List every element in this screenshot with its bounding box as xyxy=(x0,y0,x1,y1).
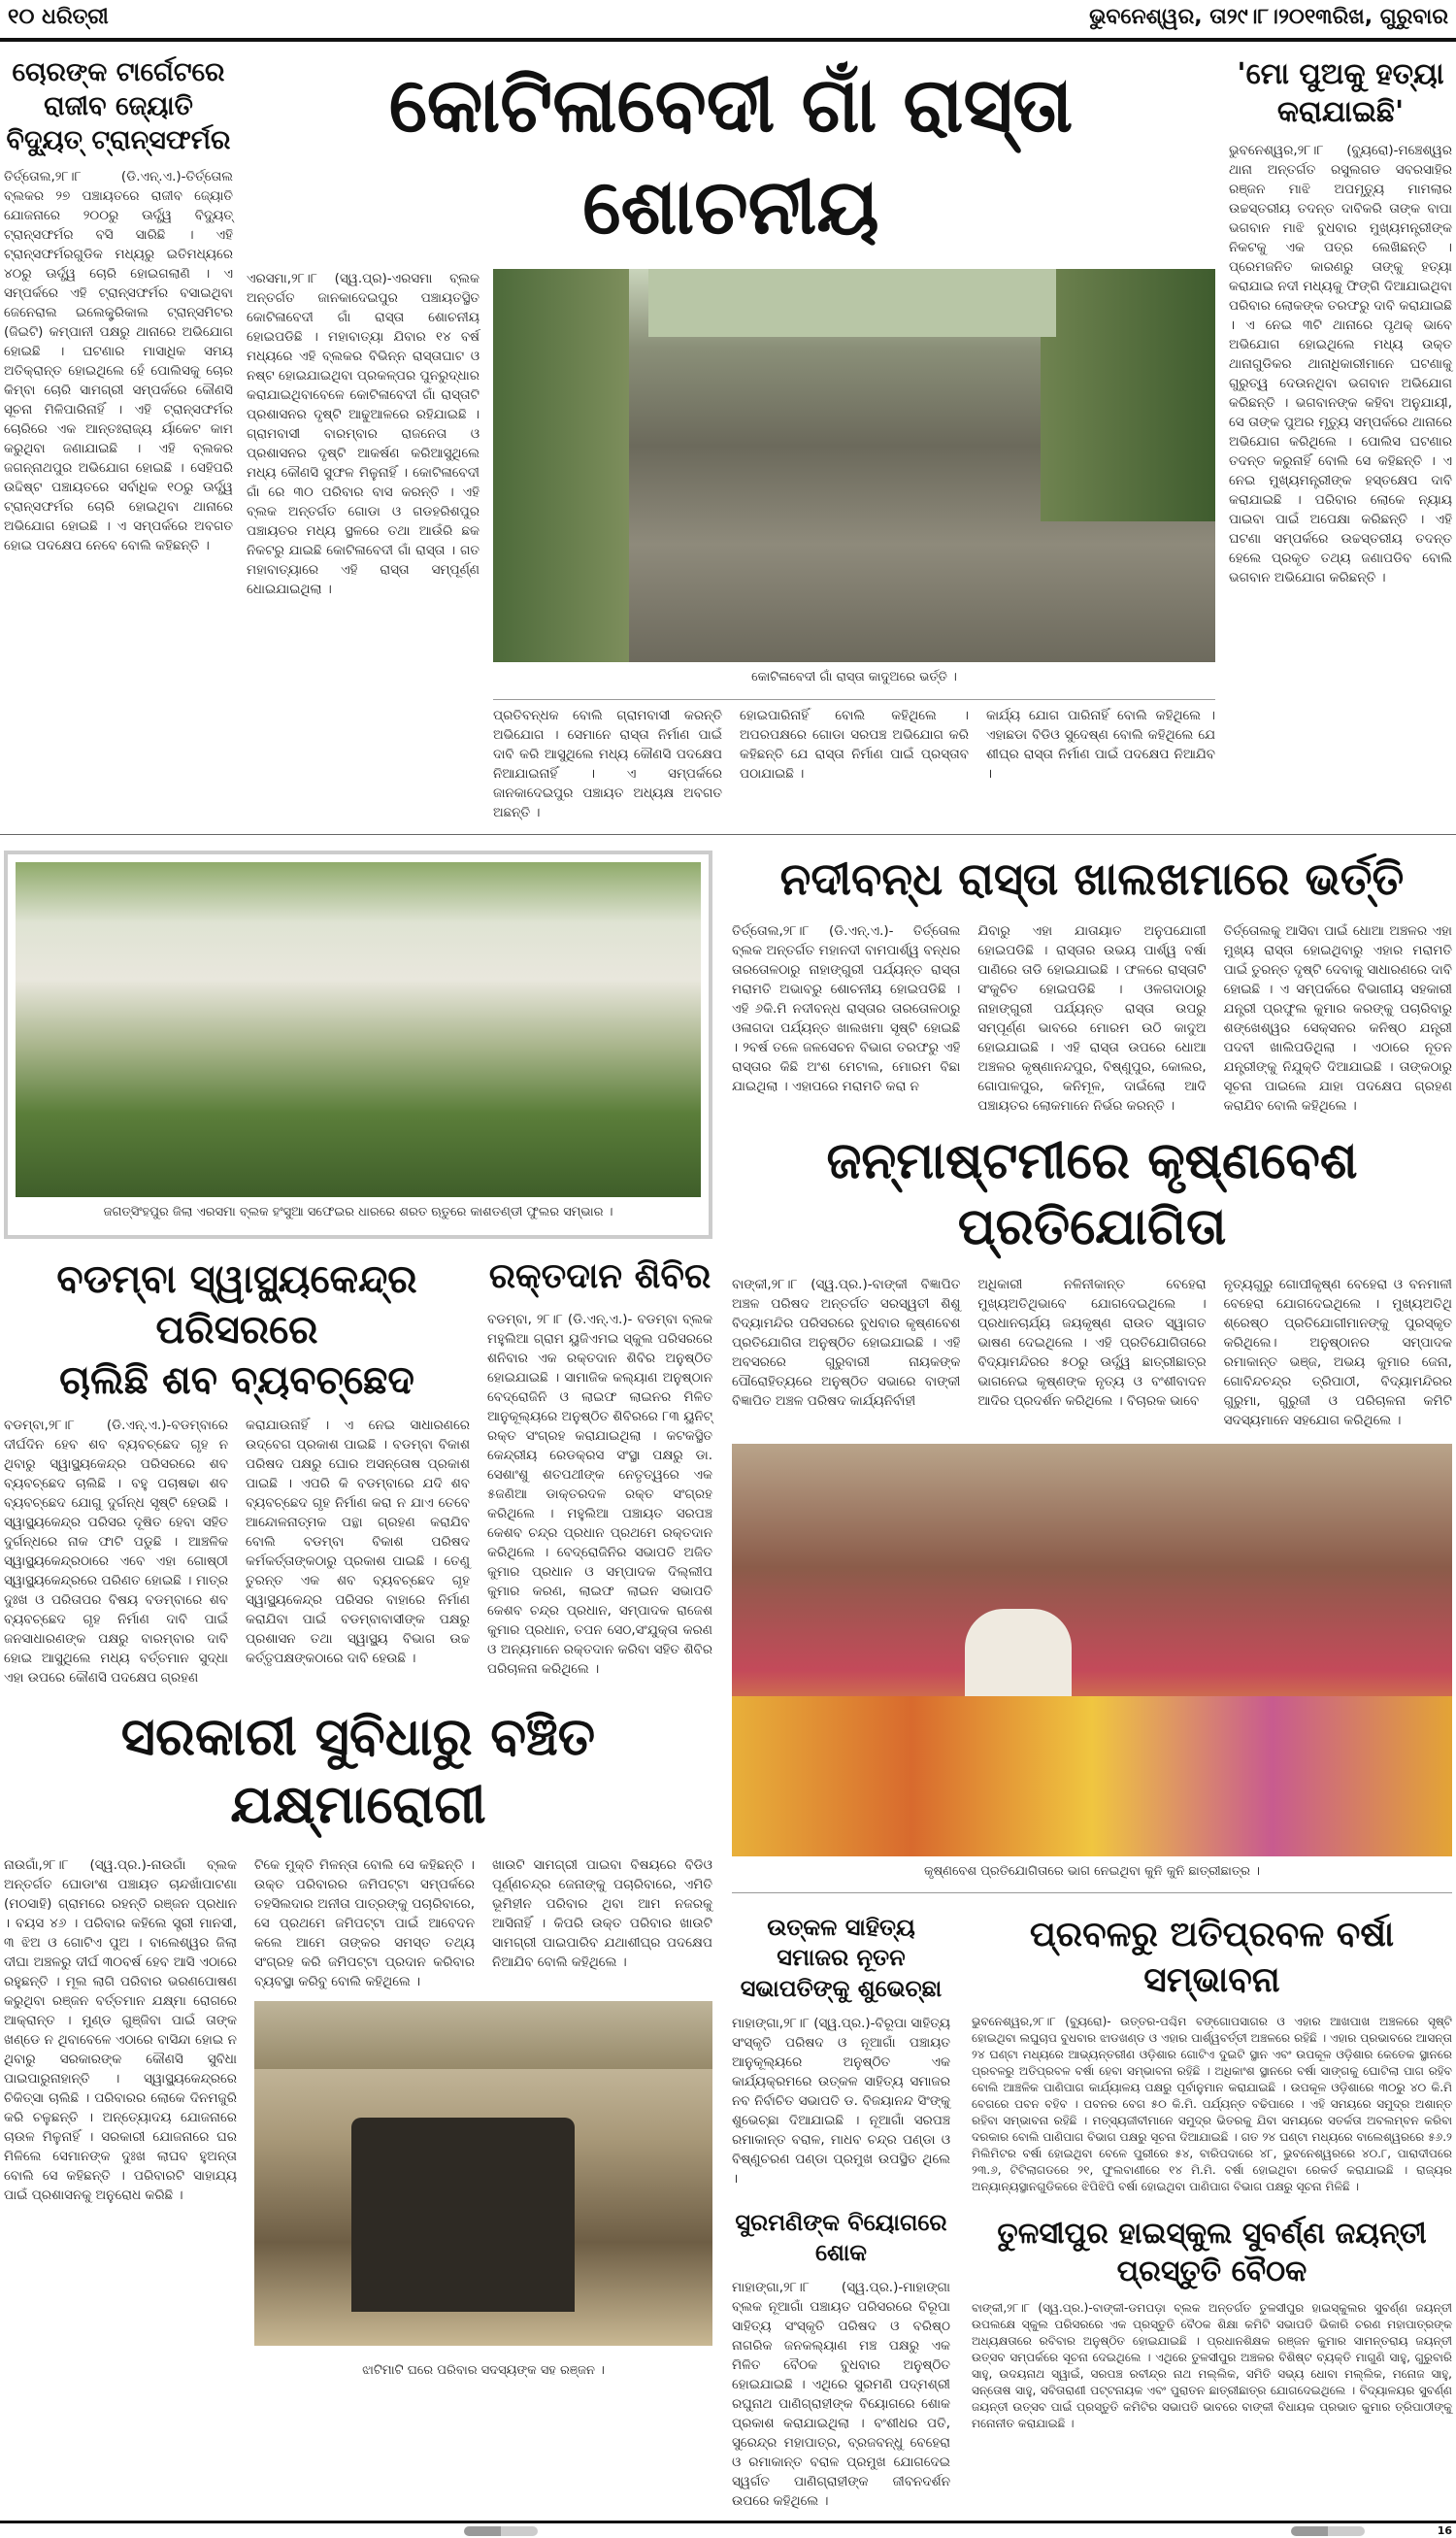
headline-suramani: ସୁରମଣିଙ୍କ ବିୟୋଗରେ ଶୋକ xyxy=(735,2208,947,2266)
column: ବଡମ୍ବା,୨୮।୮ (ଡି.ଏନ୍.ଏ.)-ବଡମ୍ବାରେ ଦୀର୍ଘଦିନ ହେବ ଶବ ବ୍ୟବଚ୍ଛେଦ ଗୃହ ନ ଥିବାରୁ ସ୍ୱାସ୍ଥ୍ୟକେନ୍ଦ୍ର ପରିସରରେ ଶବ ବ୍ୟବଚ୍ଛେଦ ଚାଲିଛି । ବହୁ ପଚାଷଢା ଶବ ବ୍ୟବଚ୍ଛେଦ ଯୋଗୁ ଦୁର୍ଗନ୍ଧ ସୃଷ୍ଟି ହେଉଛି । ସ୍ୱାସ୍ଥ୍ୟକେନ୍ଦ୍ର ପରିସର ଦୂଷିତ ହେବା ସହିତ ଦୁର୍ଗନ୍ଧରେ ନାକ ଫାଟି ପଡୁଛି । ଆଞ୍ଚଳିକ ସ୍ୱାସ୍ଥ୍ୟକେନ୍ଦ୍ରଠାରେ ଏବେ ଏହା ଗୋଷ୍ଠୀ ସ୍ୱାସ୍ଥ୍ୟକେନ୍ଦ୍ରରେ ପରିଣତ ହୋଇଛି । ମାତ୍ର ଦୁଃଖ ଓ ପରିତାପର ବିଷୟ ବଡମ୍ବାରେ ଶବ ବ୍ୟବଚ୍ଛେଦ ଗୃହ ନିର୍ମାଣ ଦାବି ପାଇଁ ଜନସାଧାରଣଙ୍କ ପକ୍ଷରୁ ବାରମ୍ବାର ଦାବି ହୋଇ ଆସୁଥିଲେ ମଧ୍ୟ ବର୍ତ୍ତମାନ ସୁଦ୍ଧା ଏହା ଉପରେ କୌଣସି ପଦକ୍ଷେପ ଗ୍ରହଣ xyxy=(4,1418,228,1686)
article-utkal: ମାହାଙ୍ଗା,୨୮।୮ (ସ୍ୱ.ପ୍ର.)-ବିରୂପା ସାହିତ୍ୟ ସଂସ୍କୃତି ପରିଷଦ ଓ ନୂଆଗାଁ ପଞ୍ଚାୟତ ଆନୁକୂଲ୍ୟରେ ଅନୁଷ୍ଠିତ ଏକ କାର୍ଯ୍ୟକ୍ରମରେ ଉତ୍କଳ ସାହିତ୍ୟ ସମାଜର ନବ ନିର୍ବାଚିତ ସଭାପତି ଡ. ବିଜୟାନନ୍ଦ ସିଂଙ୍କୁ ଶୁଭେଚ୍ଛା ଦିଆଯାଇଛି । ନୂଆଗାଁ ସରପଞ୍ଚ ରମାକାନ୍ତ ବରାଳ, ମାଧବ ଚନ୍ଦ୍ର ପଣ୍ଡା ଓ ବିଷ୍ଣୁଚରଣ ପଣ୍ଡା ପ୍ରମୁଖ ଉପସ୍ଥିତ ଥିଲେ । xyxy=(732,2015,950,2187)
article-suramani: ମାହାଙ୍ଗା,୨୮।୮ (ସ୍ୱ.ପ୍ର.)-ମାହାଙ୍ଗା ବ୍ଲକ ନୂଆଗାଁ ପଞ୍ଚାୟତ ପରିସରରେ ବିରୂପା ସାହିତ୍ୟ ସଂସ୍କୃତି ପରିଷଦ ଓ ବରିଷ୍ଠ ନାଗରିକ ଜନକଲ୍ୟାଣ ମଞ୍ଚ ପକ୍ଷରୁ ଏକ ମିଳିତ ବୈଠକ ବୁଧବାର ଅନୁଷ୍ଠିତ ହୋଇଯାଇଛି । ଏଥିରେ ସୁରମଣି ପଦ୍ମଶ୍ରୀ ରଘୁନାଥ ପାଣିଗ୍ରାହୀଙ୍କ ବିୟୋଗରେ ଶୋକ ପ୍ରକାଶ କରାଯାଇଥିଲା । ବଂଶୀଧର ପତି, ସୁରେନ୍ଦ୍ର ମହାପାତ୍ର, ବ୍ରଜବନ୍ଧୁ ବେହେରା ଓ ରମାକାନ୍ତ ବରାଳ ପ୍ରମୁଖ ଯୋଗଦେଇ ସ୍ୱର୍ଗତ ପାଣିଗ୍ରାହୀଙ୍କ ଜୀବନଦର୍ଶନ ଉପରେ କହିଥିଲେ । xyxy=(732,2280,950,2510)
column: ନୃତ୍ୟଗୁରୁ ଗୋପୀକୃଷ୍ଣ ବେହେରା ଓ ବନମାଳୀ ବେହେରା ଯୋଗଦେଇଥିଲେ । ମୁଖ୍ୟଅତିଥି ଶ୍ରେଷ୍ଠ ପ୍ରତିଯୋଗୀମାନଙ୍କୁ ପୁରସ୍କୃତ କରିଥିଲେ। ଅନୁଷ୍ଠାନର ସମ୍ପାଦକ ରମାକାନ୍ତ ଭଞ୍ଜ, ଅଭୟ କୁମାର ଜେନା, ଗୋବିନ୍ଦଚନ୍ଦ୍ର ତ୍ରିପାଠୀ, ବିଦ୍ୟାମନ୍ଦିରର ଗୁରୁମା, ଗୁରୁଜୀ ଓ ପରିଚାଳନା କମିଟି ସଦସ୍ୟମାନେ ସହଯୋଗ କରିଥିଲେ । xyxy=(1223,1276,1452,1428)
headline-tb-patient: ସରକାରୀ ସୁବିଧାରୁ ବଞ୍ଚିତ ଯକ୍ଷ୍ମାରୋଗୀ xyxy=(120,1706,596,1836)
article-tulasipur: ବାଙ୍କୀ,୨୮।୮ (ସ୍ୱ.ପ୍ର.)-ବାଙ୍କୀ-ଡମପଡ଼ା ବ୍ଲକ ଅନ୍ତର୍ଗତ ତୁଳସୀପୁର ହାଇସ୍କୁଲର ସୁବର୍ଣ୍ଣ ଜୟନ୍ତୀ ଉପଲକ୍ଷେ ସ୍କୁଲ ପରିସରରେ ଏକ ପ୍ରସ୍ତୁତି ବୈଠକ ଶିକ୍ଷା କମିଟି ସଭାପତି ଭିକାରି ଚରଣ ମହାପାତ୍ରଙ୍କ ଅଧ୍ୟକ୍ଷତାରେ ରବିବାର ଅନୁଷ୍ଠିତ ହୋଇଯାଇଛି । ପ୍ରଧାନଶିକ୍ଷକ ରଞ୍ଜନ କୁମାର ସାମନ୍ତରାୟ ଜୟନ୍ତୀ ଉତ୍ସବ ସମ୍ପର୍କରେ ସୂଚନା ଦେଇଥିଲେ । ଏଥିରେ ତୁଳସୀପୁର ଅଞ୍ଚଳର ବିଶିଷ୍ଟ ବ୍ୟକ୍ତି ମାଗୁଣି ସାହୁ, ଗୁରୁବାରି ସାହୁ, ଉଦୟନାଥ ସ୍ୱାଇଁ, ସରପଞ୍ଚ ରବୀନ୍ଦ୍ର ନାଥ ମଲ୍ଲିକ, ସମିତି ସଭ୍ୟ ଧୋବା ମଲ୍ଲିକ, ମନୋଜ ସାହୁ, ସନ୍ତୋଷ ସାହୁ, ସବିତାରାଣୀ ପଟ୍ଟନାୟକ ଏବଂ ପୁରାତନ ଛାତ୍ରୀଛାତ୍ର ଯୋଗଦେଇଥିଲେ । ବିଦ୍ୟାଳୟର ସୁବର୍ଣ୍ଣ ଜୟନ୍ତୀ ଉତ୍ସବ ପାଇଁ ପ୍ରସ୍ତୁତି କମିଟିର ସଭାପତି ଭାବରେ ବାଙ୍କୀ ବିଧାୟକ ପ୍ରଭାତ କୁମାର ତ୍ରିପାଠୀଙ୍କୁ ମନୋନୀତ କରାଯାଇଛି । xyxy=(972,2300,1452,2430)
muddy-road-photo xyxy=(493,269,1215,662)
column: ପ୍ରତିବନ୍ଧକ ବୋଲି ଗ୍ରାମବାସୀ କରନ୍ତି ଅଭିଯୋଗ । ସେମାନେ ରାସ୍ତା ନିର୍ମାଣ ପାଇଁ ଦାବି କରି ଆସୁଥିଲେ ମଧ୍ୟ କୌଣସି ପଦକ୍ଷେପ ନିଆଯାଇନାହିଁ । ଏ ସମ୍ପର୍କରେ ଜାନକାଦେଇପୁର ପଞ୍ଚାୟତ ଅଧ୍ୟକ୍ଷ ଅବଗତ ଅଛନ୍ତି । xyxy=(493,707,722,820)
headline-badamba xyxy=(4,1254,470,1406)
footer-rule xyxy=(0,2521,1456,2523)
top-section xyxy=(0,42,1456,822)
headline-nadibandha: ନଦୀବନ୍ଧ ରାସ୍ତା ଖାଲଖମାରେ ଭର୍ତ୍ତି xyxy=(779,852,1405,905)
headline-janmashtami: ଜନ୍ମାଷ୍ଟମୀରେ କୃଷ୍ଣବେଶ ପ୍ରତିଯୋଗିତା xyxy=(826,1132,1358,1257)
kash-flowers-photo xyxy=(16,862,701,1197)
krishna-costume-photo xyxy=(732,1444,1452,1856)
footer xyxy=(0,2521,1456,2538)
article-rain: ଭୁବନେଶ୍ୱର,୨୮।୮ (ବ୍ୟୁରୋ)- ଉତ୍ତର-ପଶ୍ଚିମ ବଙ୍ଗୋପସାଗର ଓ ଏହାର ଆଖପାଖ ଅଞ୍ଚଳରେ ସୃଷ୍ଟି ହୋଇଥିବା ଲଘୁଚାପ ବୁଧବାର ଝାଡଖଣ୍ଡ ଓ ଏହାର ପାର୍ଶ୍ୱବର୍ତ୍ତୀ ଅଞ୍ଚଳରେ ରହିଛି । ଏହାର ପ୍ରଭାବରେ ଆସନ୍ତା ୨୪ ଘଣ୍ଟା ମଧ୍ୟରେ ଆଭ୍ୟନ୍ତରୀଣ ଓଡ଼ିଶାର ଗୋଟିଏ ଦୁଇଟି ସ୍ଥାନ ଏବଂ ଉପକୂଳ ଓଡ଼ିଶାର କେତେକ ସ୍ଥାନରେ ପ୍ରବଳରୁ ଅତିପ୍ରବଳ ବର୍ଷା ହେବା ସମ୍ଭାବନା ରହିଛି । ଅଧିକାଂଶ ସ୍ଥାନରେ ବର୍ଷା ସାଙ୍ଗକୁ ଘୋଟିଲା ପାଗ ରହିବ ବୋଲି ଆଞ୍ଚଳିକ ପାଣିପାଗ କାର୍ଯ୍ୟାଳୟ ପକ୍ଷରୁ ପୂର୍ବାନୁମାନ କରାଯାଇଛି । ଉପକୂଳ ଓଡ଼ିଶାରେ ୩୦ରୁ ୪୦ କି.ମି ବେଗରେ ପବନ ବହିବ । ପବନର ବେଗ ୫୦ କି.ମି. ପର୍ଯ୍ୟନ୍ତ ବଢିପାରେ । ଏହି ସମୟରେ ସମୁଦ୍ର ଅଶାନ୍ତ ରହିବା ସମ୍ଭାବନା ରହିଛି । ମତ୍ସ୍ୟଜୀବୀମାନେ ସମୁଦ୍ର ଭିତରକୁ ଯିବା ସମୟରେ ସତର୍କତା ଅବଲମ୍ବନ କରିବା ଦରକାର ବୋଲି ପାଣିପାଗ ବିଭାଗ ପକ୍ଷରୁ ସୂଚନା ଦିଆଯାଇଛି । ଗତ ୨୪ ଘଣ୍ଟା ମଧ୍ୟରେ ବାଲେଶ୍ୱରରେ ୫୬.୨ ମିଲିମିଟର ବର୍ଷା ହୋଇଥିବା ବେଳେ ପୁରୀରେ ୫୪, ବାରିପଦାରେ ୪୮, ଭୁବନେଶ୍ୱରରେ ୪୦.୮, ପାରାଦୀପରେ ୨୩.୬, ଟିଟିଲାଗଡରେ ୨୧, ଫୁଲବାଣୀରେ ୧୪ ମି.ମି. ବର୍ଷା ହୋଇଥିବା ରେକର୍ଡ କରାଯାଇଛି । ରାଜ୍ୟର ଅନ୍ୟାନ୍ୟସ୍ଥାନଗୁଡିକରେ ଝିପିଝିପି ବର୍ଷା ହୋଇଥିବା ପାଣିପାଗ ବିଭାଗ ପକ୍ଷରୁ ସୂଚନା ମିଳିଛି । xyxy=(972,2014,1452,2193)
column: ବାଙ୍କୀ,୨୮।୮ (ସ୍ୱ.ପ୍ର.)-ବାଙ୍କୀ ବିଜ୍ଞାପିତ ଅଞ୍ଚଳ ପରିଷଦ ଅନ୍ତର୍ଗତ ସରସ୍ୱତୀ ଶିଶୁ ବିଦ୍ୟାମନ୍ଦିର ପରିସରରେ ବୁଧବାର କୃଷ୍ଣବେଶ ପ୍ରତିଯୋଗିତା ଅନୁଷ୍ଠିତ ହୋଇଯାଇଛି । ଏହି ଅବସରରେ ଗୁରୁବାରୀ ନାୟକଙ୍କ ପୌରୋହିତ୍ୟରେ ଅନୁଷ୍ଠିତ ସଭାରେ ବାଙ୍କୀ ବିଜ୍ଞାପିତ ଅଞ୍ଚଳ ପରିଷଦ କାର୍ଯ୍ୟନିର୍ବାହୀ xyxy=(732,1276,961,1409)
kash-photo-box xyxy=(4,851,712,1240)
article-kotilabedi-cont xyxy=(493,706,1215,822)
headline-rain: ପ୍ରବଳରୁ ଅତିପ୍ରବଳ ବର୍ଷା ସମ୍ଭାବନା xyxy=(1029,1915,1395,2000)
column: ଅଧିକାରୀ ନଳିନୀକାନ୍ତ ବେହେରା ମୁଖ୍ୟଅତିଥିଭାବେ ଯୋଗଦେଇଥିଲେ । ପ୍ରଧାନଚାର୍ଯ୍ୟ ଜୟକୃଷ୍ଣ ରାଉତ ସ୍ୱାଗତ ଭାଷଣ ଦେଇଥିଲେ । ଏହି ପ୍ରତିଯୋଗିତାରେ ବିଦ୍ୟାମନ୍ଦିରର ୫୦ରୁ ଊର୍ଦ୍ଧ୍ୱ ଛାତ୍ରୀଛାତ୍ର ଭାଗନେଇ କୃଷ୍ଣଙ୍କ ନୃତ୍ୟ ଓ ବଂଶୀବାଦନ ଆଦିର ପ୍ରଦର୍ଶନ କରିଥିଲେ । ବିଚାରକ ଭାବେ xyxy=(977,1276,1207,1409)
article-son-murder: ଭୁବନେଶ୍ୱର,୨୮।୮ (ବ୍ୟୁରୋ)-ମଞ୍ଚେଶ୍ୱର ଥାନା ଅନ୍ତର୍ଗତ ରସୁଲଗଡ ସବରସାହିର ରଞ୍ଜନ ମାଝି ଅପମୃତ୍ୟୁ ମାମଲାର ଉଚ୍ଚସ୍ତରୀୟ ତଦନ୍ତ ଦାବିକରି ତାଙ୍କ ବାପା ଭଗବାନ ମାଝି ବୁଧବାର ମୁଖ୍ୟମନ୍ତ୍ରୀଙ୍କ ନିକଟକୁ ଏକ ପତ୍ର ଲେଖିଛନ୍ତି । ପ୍ରେମଜନିତ କାରଣରୁ ତାଙ୍କୁ ହତ୍ୟା କରାଯାଇ ନଦୀ ମଧ୍ୟକୁ ଫିଙ୍ଗି ଦିଆଯାଇଥିବା ପରିବାର ଲୋକଙ୍କ ତରଫରୁ ଦାବି କରାଯାଇଛି । ଏ ନେଇ ୩ଟି ଥାନାରେ ପୃଥକ୍ ଭାବେ ଅଭିଯୋଗ ହୋଇଥିଲେ ମଧ୍ୟ ଉକ୍ତ ଥାନାଗୁଡିକର ଥାନାଧିକାରୀମାନେ ଘଟଣାକୁ ଗୁରୁତ୍ୱ ଦେଉନଥିବା ଭଗବାନ ଅଭିଯୋଗ କରିଛନ୍ତି । ଭଗବାନଙ୍କ କହିବା ଅନୁଯାୟୀ, ସେ ତାଙ୍କ ପୁଅର ମୃତ୍ୟୁ ସମ୍ପର୍କରେ ଥାନାରେ ଅଭିଯୋଗ କରିଥିଲେ । ପୋଲିସ ଘଟଣାର ତଦନ୍ତ କରୁନାହିଁ ବୋଲି ସେ କହିଛନ୍ତି । ଏ ନେଇ ମୁଖ୍ୟମନ୍ତ୍ରୀଙ୍କ ହସ୍ତକ୍ଷେପ ଦାବି କରାଯାଇଛି । ପରିବାର ଲୋକେ ନ୍ୟାୟ ପାଇବା ପାଇଁ ଅପେକ୍ଷା କରିଛନ୍ତି । ଏହି ଘଟଣା ସମ୍ପର୍କରେ ଉଚ୍ଚସ୍ତରୀୟ ତଦନ୍ତ ହେଲେ ପ୍ରକୃତ ତଥ୍ୟ ଜଣାପଡିବ ବୋଲି ଭଗବାନ ଅଭିଯୋଗ କରିଛନ୍ତି । xyxy=(1229,142,1452,585)
son-story xyxy=(1229,55,1452,822)
headline-utkal: ଉତ୍କଳ ସାହିତ୍ୟ ସମାଜର ନୂତନ ସଭାପତିଙ୍କୁ ଶୁଭେଚ୍ଛା xyxy=(740,1914,943,2002)
scrollbar-thumb[interactable] xyxy=(464,2526,538,2536)
column: ଟିକେ ମୁକ୍ତି ମିଳନ୍ତା ବୋଲି ସେ କହିଛନ୍ତି । ଉକ୍ତ ପରିବାରର ଜମିପଟ୍ଟା ସମ୍ପର୍କରେ ତହସିଲଦାର ଅନୀତା ପାତ୍ରଙ୍କୁ ପଚାରିବାରେ, ସେ ପ୍ରଥମେ ଜମିପଟ୍ଟା ପାଇଁ ଆବେଦନ କଲେ ଆମେ ତାଙ୍କର ସମସ୍ତ ତଥ୍ୟ ସଂଗ୍ରହ କରି ଜମିପଟ୍ଟା ପ୍ରଦାନ କରିବାର ବ୍ୟବସ୍ଥା କରିବୁ ବୋଲି କହିଥିଲେ । xyxy=(254,1856,475,1989)
hut-family-photo xyxy=(254,2001,712,2346)
right-column xyxy=(732,851,1452,2511)
column: ଖାଉଟି ସାମଗ୍ରୀ ପାଇବା ବିଷୟରେ ବିଡିଓ ପୂର୍ଣ୍ଣଚନ୍ଦ୍ର ଜେନାଙ୍କୁ ପଚାରିବାରେ, ଏମିତି ଭୂମିହୀନ ପରିବାର ଥିବା ଆମ ନଜରକୁ ଆସିନାହିଁ । କିପରି ଉକ୍ତ ପରିବାର ଖାଉଟି ସାମଗ୍ରୀ ପାଇପାରିବ ଯଥାଶୀଘ୍ର ପଦକ୍ଷେପ ନିଆଯିବ ବୋଲି କହିଥିଲେ । xyxy=(492,1856,712,1970)
headline-kotilabedi: କୋଟିଳାବେଦୀ ଗାଁ ରାସ୍ତା ଶୋଚନୀୟ xyxy=(388,61,1074,251)
lower-section xyxy=(0,851,1456,2511)
headline-line: ଚାଲିଛି ଶବ ବ୍ୟବଚ୍ଛେଦ xyxy=(59,1358,414,1404)
kotilabedi-story xyxy=(247,55,1215,822)
left-column xyxy=(4,851,712,2511)
article-janmashtami xyxy=(732,1275,1452,1430)
article-badamba xyxy=(4,1416,470,1687)
caption-kotilabedi: କୋଟିଳାବେଦୀ ଗାଁ ରାସ୍ତା କାଦୁଅରେ ଭର୍ତ୍ତି । xyxy=(751,670,957,685)
caption-janmashtami: କୃଷ୍ଣବେଶ ପ୍ରତିଯୋଗିତାରେ ଭାଗ ନେଇଥିବା କୁନି କୁନି ଛାତ୍ରୀଛାତ୍ର । xyxy=(923,1863,1260,1879)
headline-line: ବଡମ୍ବା ସ୍ୱାସ୍ଥ୍ୟକେନ୍ଦ୍ର ପରିସରରେ xyxy=(56,1257,417,1353)
scrollbar-thumb[interactable] xyxy=(1291,2526,1365,2536)
column: ଯିବାରୁ ଏହା ଯାତାୟାତ ଅନୁପଯୋଗୀ ହୋଇପଡିଛି । ରାସ୍ତାର ଉଭୟ ପାର୍ଶ୍ୱ ବର୍ଷା ପାଣିରେ ତାଡି ହୋଇଯାଇଛି । ଫଳରେ ରାସ୍ତାଟି ସଂକୁଚିତ ହୋଇପଡିଛି । ଓଳଗଦାଠାରୁ ନାହାଙ୍ଗୁରୀ ପର୍ଯ୍ୟନ୍ତ ରାସ୍ତା ଉପରୁ ସମ୍ପୂର୍ଣ୍ଣ ଭାବରେ ମୋରମ ଉଠି କାଦୁଅ ହୋଇଯାଇଛି । ଏହି ରାସ୍ତା ଉପରେ ଧୋଆ ଅଞ୍ଚଳର କୃଷ୍ଣାନନ୍ଦପୁର, ବିଷ୍ଣୁପୁର, କୋଲର, ଗୋପାଳପୁର, କନିମୂଳ, ଦାଇଁଲୋ ଆଦି ପଞ୍ଚାୟତର ଲୋକମାନେ ନିର୍ଭର କରନ୍ତି । xyxy=(977,923,1207,1115)
column: ତିର୍ତ୍ତୋଲ,୨୮।୮ (ଡି.ଏନ୍.ଏ.)- ତିର୍ତ୍ତୋଲ ବ୍ଲକ ଅନ୍ତର୍ଗତ ମହାନଦୀ ବାମପାର୍ଶ୍ୱ ବନ୍ଧର ତାରତୋଳଠାରୁ ନାହାଙ୍ଗୁରୀ ପର୍ଯ୍ୟନ୍ତ ରାସ୍ତା ମରାମତି ଅଭାବରୁ ଶୋଚନୀୟ ହୋଇପଡିଛି । ଏହି ୬କି.ମି ନଦୀବନ୍ଧ ରାସ୍ତାର ତାରତୋଳଠାରୁ ଓଳାଗଦା ପର୍ଯ୍ୟନ୍ତ ଖାଲଖମା ସୃଷ୍ଟି ହୋଇଛି । ୨ବର୍ଷ ତଳେ ଜଳସେଚନ ବିଭାଗ ତରଫରୁ ଏହି ରାସ୍ତାର କିଛି ଅଂଶ ମେଟାଲ, ମୋରମ ବିଛା ଯାଇଥିଲା । ଏହାପରେ ମରାମତି କରା ନ xyxy=(732,923,961,1095)
headline-tulasipur: ତୁଳସୀପୁର ହାଇସ୍କୁଲ ସୁବର୍ଣ୍ଣ ଜୟନ୍ତୀ ପ୍ରସ୍ତୁତି ବୈଠକ xyxy=(997,2216,1427,2288)
article-tb-col1: ନାଉଗାଁ,୨୮।୮ (ସ୍ୱ.ପ୍ର.)-ନାଉଗାଁ ବ୍ଲକ ଅନ୍ତର୍ଗତ ଘୋଡାଂଶ ପଞ୍ଚାୟତ ଚାନ୍ଦଖାଁପାଟଣା (ମଠସାହି) ଗ୍ରାମରେ ରହନ୍ତି ରଞ୍ଜନ ପ୍ରଧାନ । ବୟସ ୪୬ । ପରିବାର କହିଲେ ସ୍ତ୍ରୀ ମାନସୀ, ୩ ଝିଅ ଓ ଗୋଟିଏ ପୁଅ । ବାଲେଶ୍ୱର ଜିଲା ଦୀଘା ଅଞ୍ଚଳରୁ ଦୀର୍ଘ ୩୦ବର୍ଷ ହେବ ଆସି ଏଠାରେ ରହୁଛନ୍ତି । ମୂଲ ଲାଗି ପରିବାର ଭରଣପୋଷଣ କରୁଥିବା ରଞ୍ଜନ ବର୍ତ୍ତମାନ ଯକ୍ଷ୍ମା ରୋଗରେ ଆକ୍ରାନ୍ତ । ମୁଣ୍ଡ ଗୁଞ୍ଜିବା ପାଇଁ ତାଙ୍କ ଖଣ୍ଡେ ନ ଥିବାବେଳେ ଏଠାରେ ବାସିନ୍ଦା ହୋଇ ନ ଥିବାରୁ ସରକାରଙ୍କ କୌଣସି ସୁବିଧା ପାଇପାରୁନାହାନ୍ତି । ସ୍ୱାସ୍ଥ୍ୟକେନ୍ଦ୍ରରେ ଚିକିତ୍ସା ଚାଲିଛି । ପରିବାରର ଲୋକେ ଦିନମଜୁରି କରି ଚଳୁଛନ୍ତି । ଅନ୍ତ୍ୟୋଦୟ ଯୋଜନାରେ ଚାଉଳ ମିଳୁନାହିଁ । ସରକାରୀ ଯୋଜନାରେ ଘର ମିଳିଲେ ସେମାନଙ୍କ ଦୁଃଖ ଲାଘବ ହୁଅନ୍ତା ବୋଲି ସେ କହିଛନ୍ତି । ପରିବାରଟି ସାହାଯ୍ୟ ପାଇଁ ପ୍ରଶାସନକୁ ଅନୁରୋଧ କରିଛି । xyxy=(4,1856,237,2203)
page-number: 16 xyxy=(1437,2524,1452,2538)
headline-son-murder: 'ମୋ ପୁଅକୁ ହତ୍ୟା କରାଯାଇଛି' xyxy=(1237,56,1444,129)
article-kotilabedi: ଏରସମା,୨୮।୮ (ସ୍ୱ.ପ୍ର)-ଏରସମା ବ୍ଲକ ଅନ୍ତର୍ଗତ ଜାନକାଦେଇପୁର ପଞ୍ଚାୟତସ୍ଥିତ କୋଟିଳାବେଦୀ ଗାଁ ରାସ୍ତା ଶୋଚନୀୟ ହୋଇପଡିଛି । ମହାବାତ୍ୟା ଯିବାର ୧୪ ବର୍ଷ ମଧ୍ୟରେ ଏହି ବ୍ଲକର ବିଭିନ୍ନ ରାସ୍ତାଘାଟ ଓ ନଷ୍ଟ ହୋଇଯାଇଥିବା ପ୍ରକଳ୍ପର ପୁନରୁଦ୍ଧାର କରାଯାଇଥିବାବେଳେ କୋଟିଳାବେଦୀ ଗାଁ ରାସ୍ତାଟି ପ୍ରଶାସନର ଦୃଷ୍ଟି ଆଢୁଆଳରେ ରହିଯାଇଛି । ଗ୍ରାମବାସୀ ବାରମ୍ବାର ରାଜନେତା ଓ ପ୍ରଶାସନର ଦୃଷ୍ଟି ଆକର୍ଷଣ କରିଆସୁଥିଲେ ମଧ୍ୟ କୌଣସି ସୁଫଳ ମିଳୁନାହିଁ । କୋଟିଳାବେଦୀ ଗାଁ ରେ ୩୦ ପରିବାର ବାସ କରନ୍ତି । ଏହି ବ୍ଲକ ଅନ୍ତର୍ଗତ ଗୋଡା ଓ ଗଡହରିଶପୁର ପଞ୍ଚାୟତର ମଧ୍ୟ ସ୍ଥଳରେ ତଥା ଆଉଁରି ଛକ ନିକଟରୁ ଯାଇଛି କୋଟିଳାବେଦୀ ଗାଁ ରାସ୍ତା । ଗତ ମହାବାତ୍ୟାରେ ଏହି ରାସ୍ତା ସମ୍ପୂର୍ଣ୍ଣ ଧୋଇଯାଇଥିଲା । xyxy=(247,271,480,598)
article-transformer: ତିର୍ତ୍ତୋଲ,୨୮।୮ (ଡି.ଏନ୍.ଏ.)-ତିର୍ତ୍ତୋଲ ବ୍ଲକର ୨୭ ପଞ୍ଚାୟତରେ ରାଜୀବ ଜ୍ୟୋତି ଯୋଜନାରେ ୨୦୦ରୁ ଊର୍ଦ୍ଧ୍ୱ ବିଦ୍ୟୁତ୍ ଟ୍ରାନ୍ସଫର୍ମର ବସି ସାରିଛି । ଏହି ଟ୍ରାନ୍ସଫର୍ମରଗୁଡିକ ମଧ୍ୟରୁ ଇତିମଧ୍ୟରେ ୪୦ରୁ ଊର୍ଦ୍ଧ୍ୱ ଚୋରି ହୋଇଗଲାଣି । ଏ ସମ୍ପର୍କରେ ଏହି ଟ୍ରାନ୍ସଫର୍ମର ବସାଇଥିବା ଜେନେରାଲ ଇଲେକ୍ଟ୍ରିକାଲ ଟ୍ରାନ୍ସମିଟର (ଜିଇଟି) କମ୍ପାନୀ ପକ୍ଷରୁ ଥାନାରେ ଅଭିଯୋଗ ହୋଇଛି । ଘଟଣାର ମାସାଧିକ ସମୟ ଅତିକ୍ରାନ୍ତ ହୋଇଥିଲେ ହେଁ ପୋଲିସକୁ ଚୋର କିମ୍ବା ଚୋରି ସାମଗ୍ରୀ ସମ୍ପର୍କରେ କୌଣସି ସୂଚନା ମିଳିପାରିନାହିଁ । ଏହି ଟ୍ରାନ୍ସଫର୍ମର ଚୋରିରେ ଏକ ଆନ୍ତଃରାଜ୍ୟ ର୍ୟାକେଟ କାମ କରୁଥିବା ଜଣାଯାଇଛି । ଏହି ବ୍ଲକର ଜଗନ୍ନାଥପୁର ଅଭିଯୋଗ ହୋଇଛି । ସେହିପରି ଉଦ୍ଦିଷ୍ଟ ପଞ୍ଚାୟତରେ ସର୍ବାଧିକ ୧୦ରୁ ଊର୍ଦ୍ଧ୍ୱ ଟ୍ରାନ୍ସଫର୍ମର ଚୋରି ହୋଇଥିବା ଥାନାରେ ଅଭିଯୋଗ ହୋଇଛି । ଏ ସମ୍ପର୍କରେ ଅବଗତ ହୋଇ ପଦକ୍ଷେପ ନେବେ ବୋଲି କହିଛନ୍ତି । xyxy=(4,168,233,553)
article-nadibandha xyxy=(732,921,1452,1116)
headline-blood-donation: ରକ୍ତଦାନ ଶିବିର xyxy=(488,1256,711,1297)
caption-tb: ଝାଟିମାଟି ଘରେ ପରିବାର ସଦସ୍ୟଙ୍କ ସହ ରଞ୍ଜନ । xyxy=(362,2362,605,2378)
headline-transformer: ଚୋରଙ୍କ ଟାର୍ଗେଟରେ ରାଜୀବ ଜ୍ୟୋତି ବିଦ୍ୟୁତ୍ ଟ୍ରାନ୍ସଫର୍ମର xyxy=(6,56,231,155)
column: କାର୍ଯ୍ୟ ଯୋଗ ପାରିନାହିଁ ବୋଲି କହିଥିଲେ । ଏହାଛଡା ବିଡିଓ ସୁଦେଷ୍ଣ ବୋଲି କହିଥିଲେ ଯେ ଶୀଘ୍ର ରାସ୍ତା ନିର୍ମାଣ ପାଇଁ ପଦକ୍ଷେପ ନିଆଯିବ । xyxy=(986,707,1215,782)
masthead xyxy=(0,0,1456,38)
dateline: ଭୁବନେଶ୍ୱର, ତା୨୯।୮।୨୦୧୩ରିଖ, ଗୁରୁବାର xyxy=(1089,5,1448,29)
article-blood-donation: ବଡମ୍ବା, ୨୮।୮ (ଡି.ଏନ୍.ଏ.)- ବଡମ୍ବା ବ୍ଲକ ମହୁଲିଆ ଗ୍ରାମ ୟୁଜିଏମଇ ସ୍କୁଲ ପରିସରରେ ଶନିବାର ଏକ ରକ୍ତଦାନ ଶିବିର ଅନୁଷ୍ଠିତ ହୋଇଯାଇଛି । ସାମାଜିକ କଲ୍ୟାଣ ଅନୁଷ୍ଠାନ ବେଦ୍ରୋଜିନି ଓ ଲାଇଫ ଲାଇନର ମିଳିତ ଆନୁକୂଲ୍ୟରେ ଅନୁଷ୍ଠିତ ଶିବିରରେ ୮୩ ୟୁନିଟ୍ ରକ୍ତ ସଂଗ୍ରହ କରାଯାଇଥିଲା । କଟକସ୍ଥିତ କେନ୍ଦ୍ରୀୟ ରେଡକ୍ରସ ସଂସ୍ଥା ପକ୍ଷରୁ ଡା. ସେଶାଂଶୁ ଶତପଥୀଙ୍କ ନେତୃତ୍ୱରେ ଏକ ୫ଜଣିଆ ଡାକ୍ତରଦଳ ରକ୍ତ ସଂଗ୍ରହ କରିଥିଲେ । ମହୁଲିଆ ପଞ୍ଚାୟତ ସରପଞ୍ଚ କେଶବ ଚନ୍ଦ୍ର ପ୍ରଧାନ ପ୍ରଥମେ ରକ୍ତଦାନ କରିଥିଲେ । ବେଦ୍ରୋଜିନିର ସଭାପତି ଅଜିତ କୁମାର ପ୍ରଧାନ ଓ ସମ୍ପାଦକ ଦିଲ୍ଲୀପ କୁମାର କରଣ, ଲାଇଫ ଲାଇନ ସଭାପତି କେଶବ ଚନ୍ଦ୍ର ପ୍ରଧାନ, ସମ୍ପାଦକ ରାଜେଶ କୁମାର ପ୍ରଧାନ, ତପନ ସେଠ,ସଂଯୁକ୍ତା କରଣ ଓ ଅନ୍ୟମାନେ ରକ୍ତଦାନ କରିବା ସହିତ ଶିବିର ପରିଚାଳନା କରିଥିଲେ । xyxy=(487,1311,712,1677)
transformer-story xyxy=(4,55,233,822)
caption-kash: ଜଗତ୍‌ସିଂହପୁର ଜିଲା ଏରସମା ବ୍ଲକ ହଂସୁଆ ସଫେଇର ଧାରରେ ଶରତ ଋତୁରେ କାଶତଣ୍ଡୀ ଫୁଲର ସମ୍ଭାର । xyxy=(103,1204,613,1219)
column: ହୋଇପାରିନାହିଁ ବୋଲି କହିଥିଲେ । ଅପରପକ୍ଷରେ ଗୋଡା ସରପଞ୍ଚ ଅଭିଯୋଗ କରି କହିଛନ୍ତି ଯେ ରାସ୍ତା ନିର୍ମାଣ ପାଇଁ ପ୍ରସ୍ତାବ ପଠାଯାଇଛି । xyxy=(740,707,969,782)
article-tb-cont xyxy=(254,1855,712,1991)
column: ତିର୍ତ୍ତୋଲକୁ ଆସିବା ପାଇଁ ଧୋଆ ଅଞ୍ଚଳର ଏହା ମୁଖ୍ୟ ରାସ୍ତା ହୋଇଥିବାରୁ ଏହାର ମରାମତି ପାଇଁ ତୁରନ୍ତ ଦୃଷ୍ଟି ଦେବାକୁ ସାଧାରଣରେ ଦାବି ହୋଇଛି । ଏ ସମ୍ପର୍କରେ ବିଭାଗୀୟ ସହକାରୀ ଯନ୍ତ୍ରୀ ପ୍ରଫୁଲ କୁମାର କରଙ୍କୁ ପଚାରିବାରୁ ଶଙ୍ଖେଶ୍ୱର ସେକ୍ସନର କନିଷ୍ଠ ଯନ୍ତ୍ରୀ ପଦବୀ ଖାଲିପଡିଥିଲା । ଏଠାରେ ନୂତନ ଯନ୍ତ୍ରୀଙ୍କୁ ନିଯୁକ୍ତି ଦିଆଯାଇଛି । ତାଙ୍କଠାରୁ ସୂଚନା ପାଇଲେ ଯାହା ପଦକ୍ଷେପ ଗ୍ରହଣ କରାଯିବ ବୋଲି କହିଥିଲେ । xyxy=(1223,923,1452,1115)
column: କରାଯାଉନାହିଁ । ଏ ନେଇ ସାଧାରଣରେ ଉଦ୍‌ବେଗ ପ୍ରକାଶ ପାଇଛି । ବଡମ୍ବା ବିକାଶ ପରିଷଦ ପକ୍ଷରୁ ଘୋର ଅସନ୍ତୋଷ ପ୍ରକାଶ ପାଇଛି । ଏପରି କି ବଡମ୍ବାରେ ଯଦି ଶବ ବ୍ୟବଚ୍ଛେଦ ଗୃହ ନିର୍ମାଣ କରା ନ ଯାଏ ତେବେ ଆନ୍ଦୋଳନାତ୍ମକ ପନ୍ଥା ଗ୍ରହଣ କରାଯିବ ବୋଲି ବଡମ୍ବା ବିକାଶ ପରିଷଦ କର୍ମକର୍ତ୍ତାଙ୍କଠାରୁ ପ୍ରକାଶ ପାଇଛି । ତେଣୁ ତୁରନ୍ତ ଏକ ଶବ ବ୍ୟବଚ୍ଛେଦ ଗୃହ ସ୍ୱାସ୍ଥ୍ୟକେନ୍ଦ୍ର ପରିସର ବାହାରେ ନିର୍ମାଣ କରାଯିବା ପାଇଁ ବଡମ୍ବାବାସୀଙ୍କ ପକ୍ଷରୁ ପ୍ରଶାସନ ତଥା ସ୍ୱାସ୍ଥ୍ୟ ବିଭାଗ ଉଚ୍ଚ କର୍ତ୍ତୃପକ୍ଷଙ୍କଠାରେ ଦାବି ହେଉଛି । xyxy=(246,1418,470,1667)
page-label: ୧୦ ଧରିତ୍ରୀ xyxy=(8,5,109,29)
